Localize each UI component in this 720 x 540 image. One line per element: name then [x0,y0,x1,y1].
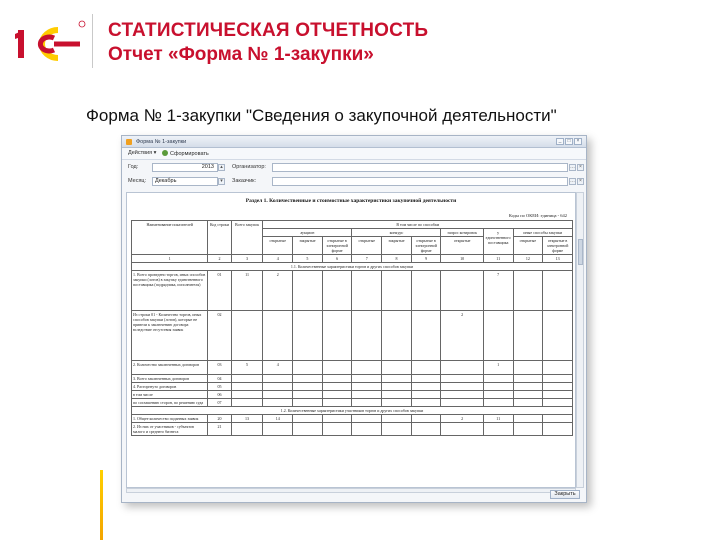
customer-label: Заказчик: [232,178,257,184]
col-number: 11 [483,255,513,263]
section1-caption: 1.1. Количественные характеристики торгов и других способов закупки [132,263,573,271]
header-open: открытые [513,237,543,255]
header-by-method: В том числе по способам [263,221,573,229]
year-spinner[interactable]: ▴ [218,164,225,171]
header-quotes: запрос котировок [441,229,483,237]
1c-logo [14,18,86,64]
header-electronic: открытые в электронной форме [411,237,441,255]
col-number: 3 [231,255,263,263]
row-name: 2. Из них от участников - субъектов малого и среднего бизнеса [132,423,208,436]
header-code: Код строки [208,221,231,255]
row-name: в том числе [132,391,208,399]
row-c10: 2 [441,415,483,423]
month-label: Месяц: [128,178,147,184]
row-code: 04 [208,375,231,383]
table-row [132,361,573,375]
report-section-title: Раздел 1. Количественные и стоимостные характеристики закупочной деятельности [245,198,457,204]
header-electronic: открытые в электронной форме [543,237,573,255]
table-row [132,423,573,436]
row-total [231,311,263,361]
slide-title: СТАТИСТИЧЕСКАЯ ОТЧЕТНОСТЬ [108,20,429,41]
row-c10: 2 [441,311,483,361]
col-number: 9 [411,255,441,263]
header-auction: аукцион [263,229,352,237]
generate-icon [162,150,168,156]
close-icon[interactable]: × [574,138,582,145]
window-title: Форма № 1-закупки [136,139,187,145]
row-name: 2. Количество заключенных договоров [132,361,208,375]
report-table [131,220,573,436]
generate-label: Сформировать [170,151,209,157]
row-name: Из строки 01 - Количество торгов, иных способов закупки (лотов), которые не привели к заключению договора вследствие отсутствия заявок [132,311,208,361]
row-code: 07 [208,399,231,407]
maximize-icon[interactable]: □ [565,138,573,145]
scroll-thumb[interactable] [578,239,583,265]
col-number: 6 [322,255,352,263]
row-name: 1. Всего проведено торгов, иных способов закупки (лотов) в закупку единственного поставщика (подрядчика, исполнителя) [132,271,208,311]
row-c4: 14 [263,415,293,423]
row-c11: 11 [483,415,513,423]
row-c11: 7 [483,271,513,311]
year-label: Год: [128,164,139,170]
slide-subtitle: Форма № 1-закупки "Сведения о закупочной деятельности" [86,106,557,125]
row-code: 05 [208,383,231,391]
header-open: открытые [352,237,382,255]
row-code: 06 [208,391,231,399]
filter-row-1 [122,162,586,174]
header-divider [92,14,93,68]
col-number: 5 [293,255,323,263]
toolbar [122,148,586,160]
row-code: 03 [208,361,231,375]
table-header-row [132,221,573,229]
horizontal-scrollbar[interactable] [126,488,576,493]
row-code: 01 [208,271,231,311]
table-row [132,399,573,407]
row-name: 4. Расторгнуто договоров [132,383,208,391]
row-total: 13 [231,415,263,423]
col-number: 4 [263,255,293,263]
row-c4 [263,311,293,361]
section-caption-row [132,263,573,271]
header-electronic: открытые в электронной форме [322,237,352,255]
row-code: 20 [208,415,231,423]
decorative-line [100,470,103,540]
customer-field[interactable] [272,177,568,186]
row-c11 [483,311,513,361]
minimize-icon[interactable]: _ [556,138,564,145]
organizer-field[interactable] [272,163,568,172]
window-titlebar [122,136,586,148]
slide-title-report: Отчет «Форма № 1-закупки» [108,44,374,65]
header-other: иные способы закупки [513,229,572,237]
col-number: 7 [352,255,382,263]
row-code: 21 [208,423,231,436]
header-single: у единственного поставщика [483,229,513,255]
generate-button[interactable] [162,150,209,157]
organizer-select-button[interactable]: … [570,164,575,170]
close-button[interactable]: Закрыть [550,490,580,499]
filter-row-2 [122,176,586,188]
col-number: 10 [441,255,483,263]
month-field[interactable]: Декабрь [152,177,218,186]
year-field[interactable]: 2013 [152,163,218,172]
table-row [132,391,573,399]
col-number: 2 [208,255,231,263]
customer-select-button[interactable]: … [570,178,575,184]
table-row [132,415,573,423]
month-dropdown[interactable]: ▾ [218,178,225,185]
table-row [132,375,573,383]
row-total: 5 [231,361,263,375]
row-c11: 1 [483,361,513,375]
header-name: Наименование показателей [132,221,208,255]
table-row [132,271,573,311]
report-units: Коды по ОКЕИ: единица - 642 [508,213,567,218]
report-sheet[interactable] [126,192,576,488]
customer-clear-button[interactable]: × [577,178,584,185]
column-number-row [132,255,573,263]
row-name: 1. Общее количество поданных заявок [132,415,208,423]
row-name: по соглашению сторон, по решению суда [132,399,208,407]
row-c10 [441,361,483,375]
report-form-window [121,135,587,503]
header-contest: конкурс [352,229,441,237]
row-name: 3. Всего заключенных договоров [132,375,208,383]
header-closed: закрытые [293,237,323,255]
header-open: открытые [263,237,293,255]
actions-menu[interactable]: Действия ▾ [128,150,157,156]
table-row [132,311,573,361]
col-number: 13 [543,255,573,263]
row-code: 02 [208,311,231,361]
row-c4: 2 [263,271,293,311]
organizer-clear-button[interactable]: × [577,164,584,171]
section2-caption: 1.2. Количественные характеристики участников торгов и других способов закупки [132,407,573,415]
organizer-label: Организатор: [232,164,266,170]
row-c4: 4 [263,361,293,375]
header-total: Всего закупок [231,221,263,255]
row-total: 11 [231,271,263,311]
table-row [132,383,573,391]
row-c10 [441,271,483,311]
header-open: открытые [441,237,483,255]
header-closed: закрытые [382,237,412,255]
col-number: 1 [132,255,208,263]
form-icon [126,139,132,145]
col-number: 12 [513,255,543,263]
col-number: 8 [382,255,412,263]
vertical-scrollbar[interactable] [576,192,584,488]
section-caption-row [132,407,573,415]
